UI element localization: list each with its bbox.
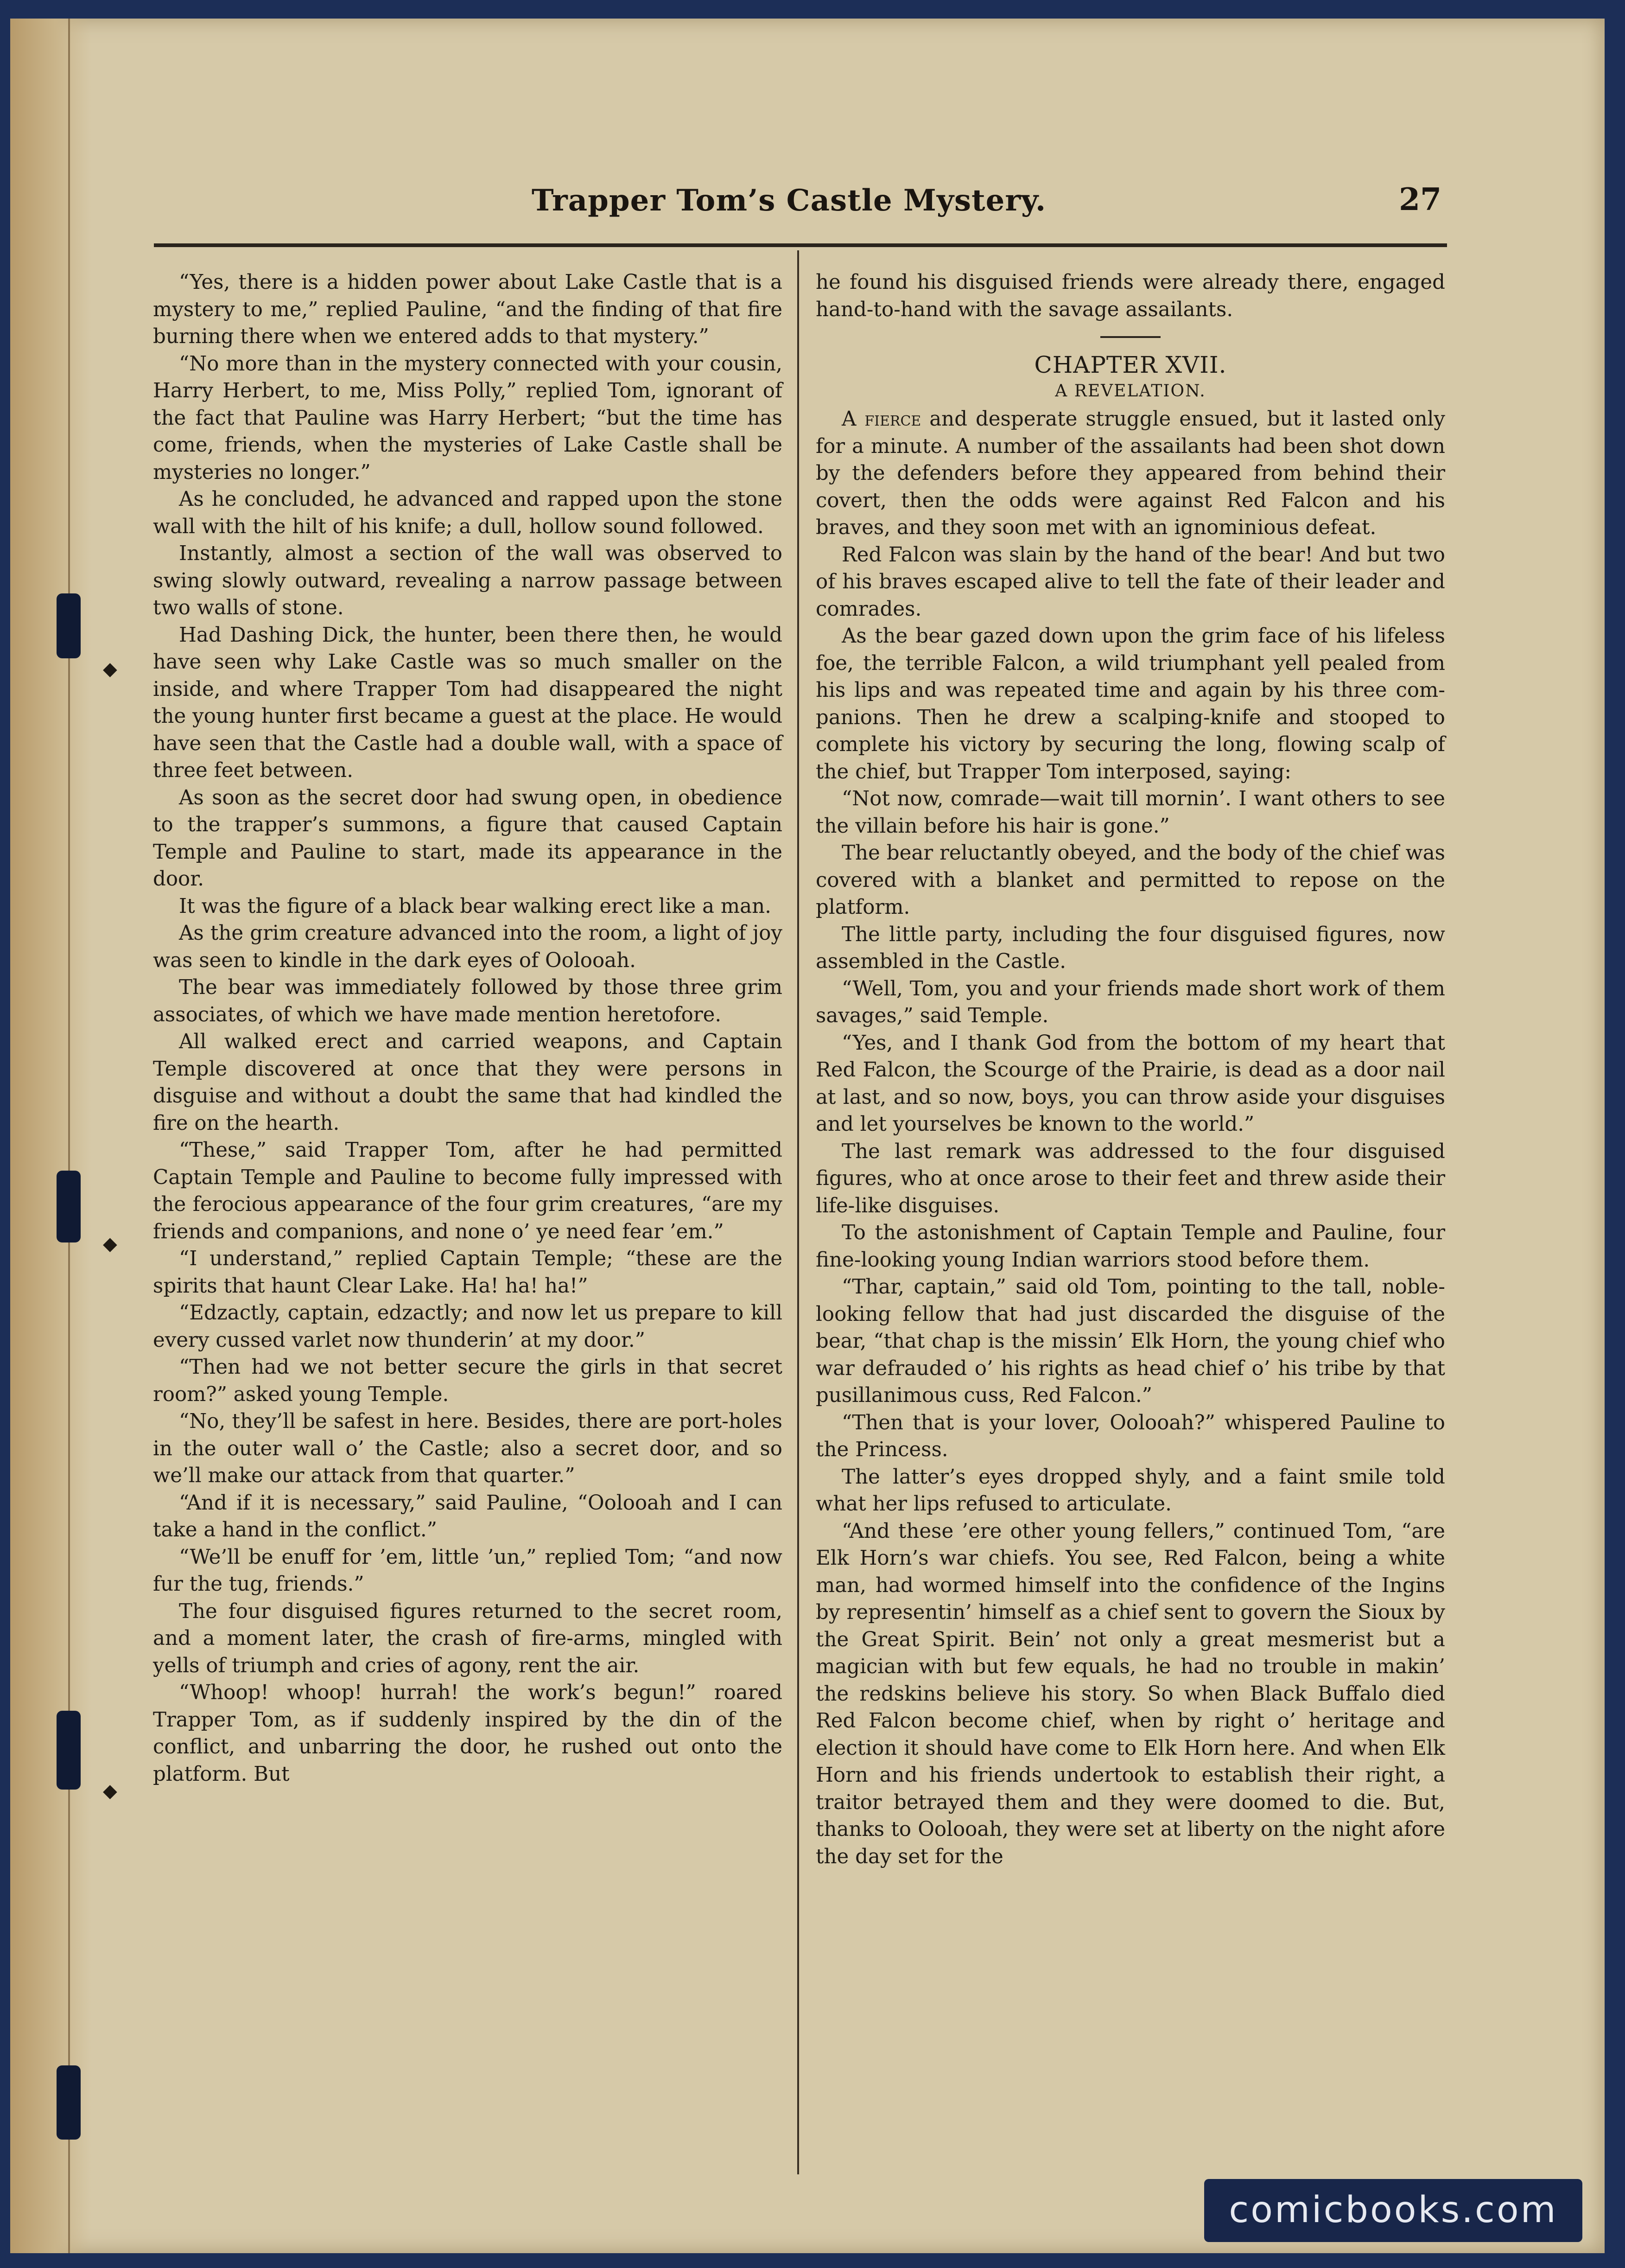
watermark-badge xyxy=(1204,2179,1582,2242)
paragraph: “Thar, captain,” said old Tom, pointing to the tall, noble-looking fellow that had just discarded the disguise of the bear, “that chap is the missin’ Elk Horn, the young chief who war defrauded o’ his rights as head chief o’ his tribe by that pusillanimous cuss, Red Falcon.” xyxy=(816,1275,1445,1407)
paragraph: Red Falcon was slain by the hand of the bear! And but two of his braves escaped alive to tell the fate of their leader and comrades. xyxy=(816,543,1445,621)
paragraph: The bear was immediately followed by those three grim associates, of which we have made mention heretofore. xyxy=(153,976,782,1026)
paragraph: Had Dashing Dick, the hunter, been there then, he would have seen why Lake Castle was so much smaller on the inside, and where Trapper Tom had disappeared the night the young hunter first became a guest at the place. He would have seen that the Castle had a double wall, with a space of three feet between. xyxy=(153,623,782,782)
paragraph: “No, they’ll be safest in here. Besides, there are port-holes in the outer wall o’ the Castle; also a secret door, and so we’ll make our attack from that quarter.” xyxy=(153,1410,782,1487)
lead-smallcaps: A fierce xyxy=(842,408,921,431)
paragraph: As he concluded, he advanced and rapped upon the stone wall with the hilt of his knife; a dull, hollow sound followed. xyxy=(153,488,782,538)
paragraph: “We’ll be enuff for ’em, little ’un,” replied Tom; “and now fur the tug, friends.” xyxy=(153,1545,782,1596)
chapter-title: CHAPTER XVII. xyxy=(1034,351,1227,378)
lead-text: and desperate struggle ensued, but it lasted only for a minute. A number of the assailants had been shot down by the defenders before they appeared from behind their covert, then the odds were against Red Falcon and his braves, and they soon met with an ignominious defeat. xyxy=(816,408,1446,539)
header-rule xyxy=(154,243,1447,247)
paragraph: “Yes, and I thank God from the bottom of my heart that Red Falcon, the Scourge of the Prairie, is dead as a door nail at last, and so now, boys, you can throw aside your disguises and let yourselves be known to the world.” xyxy=(816,1031,1445,1136)
binding-stitch xyxy=(57,2065,81,2140)
watermark-text: comicbooks.com xyxy=(1229,2189,1558,2231)
paragraph: “Well, Tom, you and your friends made short work of them savages,” said Temple. xyxy=(816,977,1445,1027)
binding-hole-mark: ◆ xyxy=(103,1233,117,1255)
page-number: 27 xyxy=(1399,181,1441,217)
paragraph: The bear reluctantly obeyed, and the body of the chief was covered with a blanket and permitted to repose on the platform. xyxy=(816,841,1445,919)
paragraph: The little party, including the four disguised figures, now assembled in the Castle. xyxy=(816,923,1445,973)
paragraph: “Then that is your lover, Oolooah?” whispered Pauline to the Princess. xyxy=(816,1411,1445,1461)
running-title: Trapper Tom’s Castle Mystery. xyxy=(532,183,1047,218)
text-column-right xyxy=(816,269,1445,1870)
paragraph: The latter’s eyes dropped shyly, and a faint smile told what her lips refused to articulate. xyxy=(816,1465,1445,1516)
binding-hole-mark: ◆ xyxy=(103,658,117,680)
section-rule xyxy=(1100,336,1161,338)
paragraph: It was the figure of a black bear walking erect like a man. xyxy=(179,894,771,918)
paragraph: “I understand,” replied Captain Temple; “these are the spirits that haunt Clear Lake. Ha! ha! ha!” xyxy=(153,1247,782,1298)
binding-stitch xyxy=(57,1711,81,1790)
paragraph: “And these ’ere other young fellers,” continued Tom, “are Elk Horn’s war chiefs. You see, Red Falcon, being a white man, had wormed himself into the confidence of the Ingins by representin’ himself as a chief sent to govern the Sioux by the Great Spirit. Bein’ not only a great mesmerist but a magician with but few equals, he had no trouble in makin’ the redskins believe his story. So when Black Buffalo died Red Falcon become chief, when by right o’ heritage and election it should have come to Elk Horn here. And when Elk Horn and his friends undertook to establish their right, a traitor betrayed them and they were doomed to die. But, thanks to Oolooah, they were set at liberty on the night afore the day set for the xyxy=(816,1519,1445,1868)
paragraph-lead xyxy=(816,406,1445,542)
paragraph: As the grim creature advanced into the room, a light of joy was seen to kindle in the dark eyes of Oolooah. xyxy=(153,922,782,972)
paragraph: “And if it is necessary,” said Pauline, “Oolooah and I can take a hand in the conflict.” xyxy=(153,1491,782,1542)
paragraph: As the bear gazed down upon the grim face of his lifeless foe, the terrible Falcon, a wild triumphant yell pealed from his lips and was repeated time and again by his three companions. Then he drew a scalping-knife and stooped to complete his victory by securing the long, flowing scalp of the chief, but Trapper Tom interposed, saying: xyxy=(816,624,1445,784)
paragraph: As soon as the secret door had swung open, in obedience to the trapper’s summons, a figure that caused Captain Temple and Pauline to start, made its appearance in the door. xyxy=(153,786,782,891)
paragraph: “No more than in the mystery connected with your cousin, Harry Herbert, to me, Miss Polly,” replied Tom, ignorant of the fact that Pauline was Harry Herbert; “but the time has come, friends, when the mysteries of Lake Castle shall be mysteries no longer.” xyxy=(153,352,782,484)
paragraph: The last remark was addressed to the four disguised figures, who at once arose to their feet and threw aside their life-like disguises. xyxy=(816,1140,1445,1217)
paragraph: The four disguised figures returned to the secret room, and a moment later, the crash of fire-arms, mingled with yells of triumph and cries of agony, rent the air. xyxy=(153,1599,782,1677)
paragraph: “These,” said Trapper Tom, after he had permitted Captain Temple and Pauline to become fully impressed with the ferocious appearance of the four grim creatures, “are my friends and companions, and none o’ ye need fear ’em.” xyxy=(153,1139,782,1243)
paragraph: To the astonishment of Captain Temple and Pauline, four fine-looking young Indian warriors stood before them. xyxy=(816,1221,1445,1272)
page-fold-line xyxy=(68,19,70,2253)
binding-hole-mark: ◆ xyxy=(103,1780,117,1802)
paragraph: Instantly, almost a section of the wall was observed to swing slowly outward, revealing a narrow passage between two walls of stone. xyxy=(153,542,782,619)
paragraph: “Then had we not better secure the girls in that secret room?” asked young Temple. xyxy=(153,1356,782,1406)
text-column-left xyxy=(153,269,782,1788)
paragraph: “Yes, there is a hidden power about Lake Castle that is a mystery to me,” replied Pauline, “and the finding of that fire burning there when we entered adds to that mystery.” xyxy=(153,271,782,348)
binding-stitch xyxy=(57,1171,81,1242)
book-page xyxy=(10,19,1605,2253)
chapter-subtitle: A REVELATION. xyxy=(1055,382,1206,401)
paragraph: “Not now, comrade—wait till mornin’. I want others to see the villain before his hair is gone.” xyxy=(816,787,1445,838)
paragraph: “Edzactly, captain, edzactly; and now let us prepare to kill every cussed varlet now thunderin’ at my door.” xyxy=(153,1301,782,1352)
column-divider xyxy=(797,250,799,2174)
paragraph: he found his disguised friends were already there, engaged hand-to-hand with the savage assailants. xyxy=(816,271,1445,321)
running-header xyxy=(149,183,1447,229)
binding-stitch xyxy=(57,593,81,658)
paragraph: “Whoop! whoop! hurrah! the work’s begun!” roared Trapper Tom, as if suddenly inspired by the din of the conflict, and unbarring the door, he rushed out onto the platform. But xyxy=(153,1681,782,1786)
paragraph: All walked erect and carried weapons, and Captain Temple discovered at once that they were persons in disguise and without a doubt the same that had kindled the fire on the hearth. xyxy=(153,1030,782,1135)
